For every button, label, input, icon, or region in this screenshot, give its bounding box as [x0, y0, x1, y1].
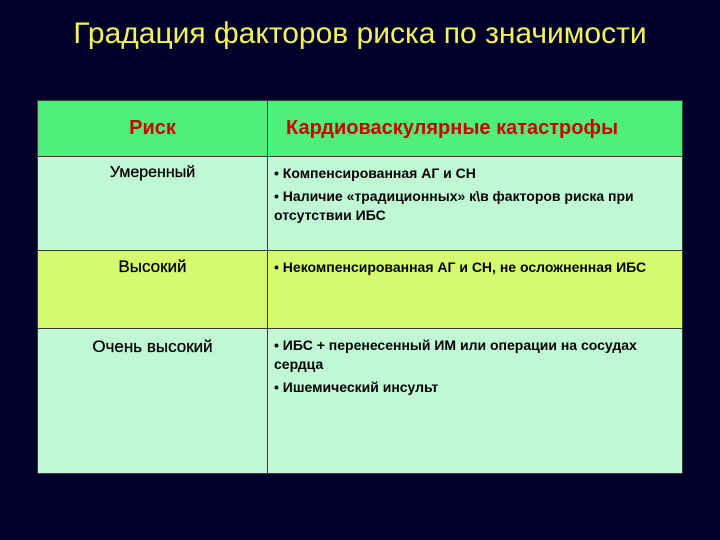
slide-title: Градация факторов риска по значимости	[73, 17, 647, 50]
risk-level: Умеренный	[38, 157, 268, 251]
header-risk: Риск	[38, 101, 268, 157]
table-header-row	[38, 101, 683, 157]
header-category: Кардиоваскулярные катастрофы	[268, 101, 683, 157]
risk-item: • Ишемический инсульт	[274, 379, 439, 395]
table-row	[38, 329, 683, 474]
risk-level: Очень высокий	[38, 329, 268, 474]
risk-item: • Наличие «традиционных» к\в факторов риска при отсутствии ИБС	[274, 188, 634, 223]
table-row	[38, 251, 683, 329]
risk-level: Высокий	[38, 251, 268, 329]
risk-items	[268, 157, 683, 251]
table-row	[38, 157, 683, 251]
risk-table	[37, 100, 683, 474]
risk-item: • Компенсированная АГ и СН	[274, 165, 476, 181]
risk-items	[268, 329, 683, 474]
risk-item: • Некомпенсированная АГ и СН, не осложненная ИБС	[274, 259, 647, 275]
risk-item: • ИБС + перенесенный ИМ или операции на сосудах сердца	[274, 337, 637, 372]
risk-items	[268, 251, 683, 329]
